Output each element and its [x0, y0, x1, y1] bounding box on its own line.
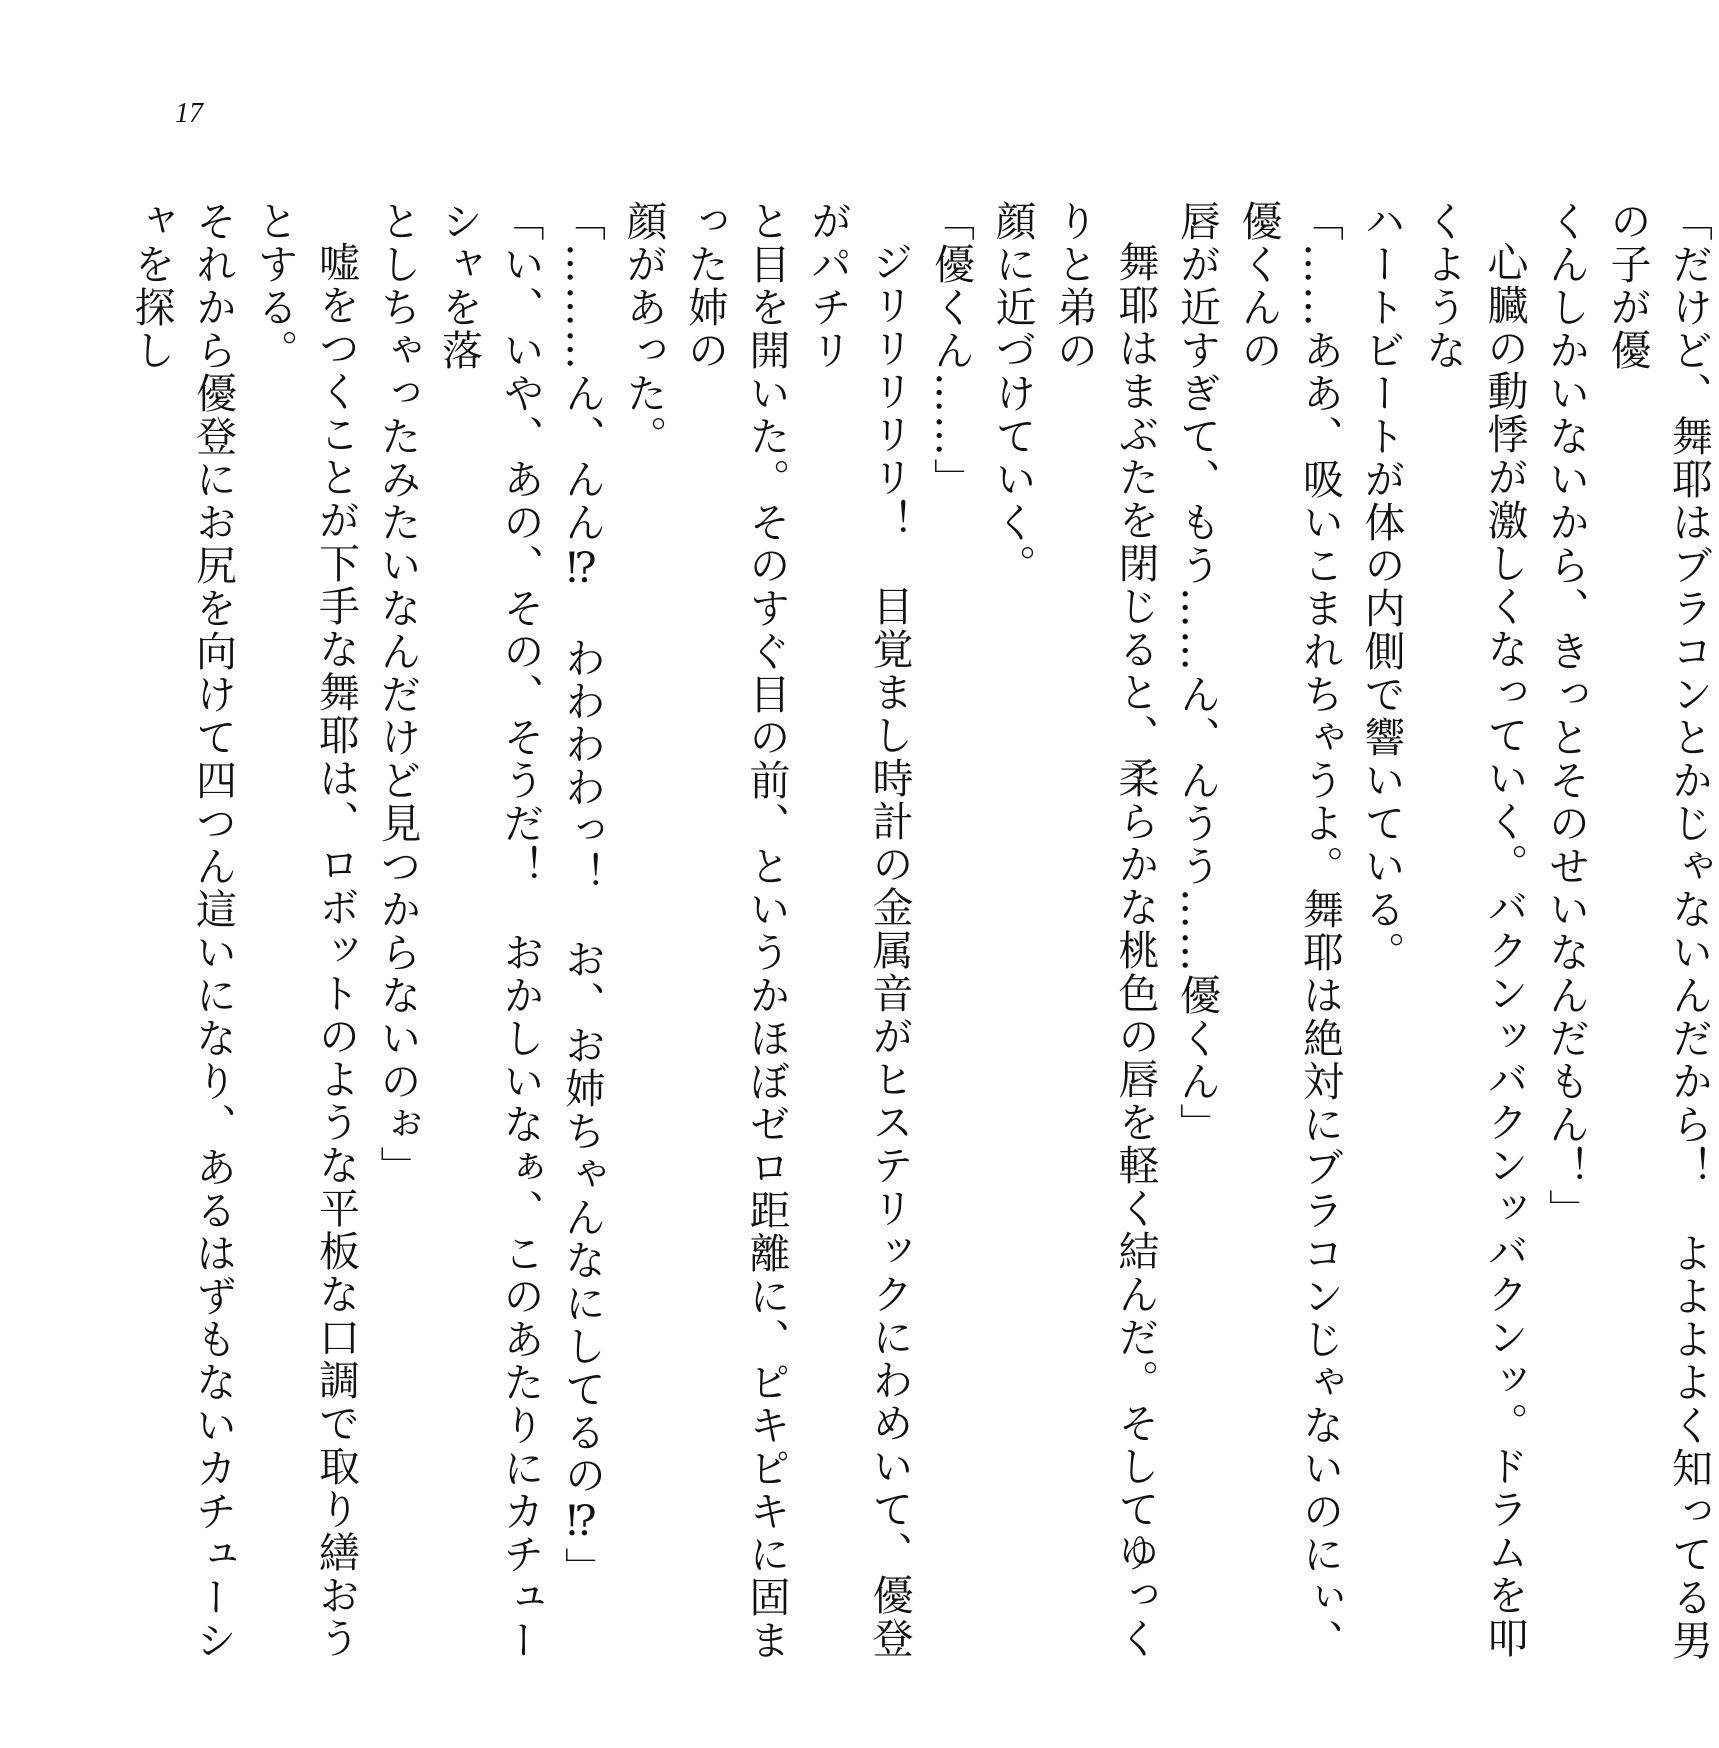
text-line: 舞耶はまぶたを閉じると、柔らかな桃色の唇を軽く結んだ。そしてゆっくりと弟の: [1050, 200, 1160, 1660]
text-line: それから優登にお尻を向けて四つん這いになり、あるはずもないカチューシャを探し: [127, 200, 237, 1662]
text-line: ジリリリリリ！ 目覚まし時計の金属音がヒステリックにわめいて、優登がパチリ: [804, 200, 914, 1660]
text-line: 「い、いや、あの、その、そうだ！ おかしいなぁ、このあたりにカチューシャを落: [435, 200, 545, 1662]
page-number: 17: [175, 98, 203, 129]
vertical-text-column: [120, 200, 1719, 1680]
text-line: 「優くん……」: [927, 200, 975, 501]
text-line: 唇が近すぎて、もう……ん、んうう……優くん」: [1173, 200, 1221, 1146]
text-line: と目を開いた。そのすぐ目の前、というかほぼゼロ距離に、ピキピキに固まった姉の: [681, 200, 791, 1662]
text-line: 顔に近づけていく。: [988, 200, 1037, 587]
body-text: [120, 200, 1713, 1680]
text-line: 心臓の動悸が激しくなっていく。バクンッバクンッバクンッ。ドラムを叩くような: [1419, 200, 1529, 1660]
text-line: ハートビートが体の内側で響いている。: [1357, 200, 1406, 974]
text-line: 顔があった。: [619, 200, 668, 458]
text-line: 「……ああ、吸いこまれちゃうよ。舞耶は絶対にブラコンじゃないのにぃ、優くんの: [1234, 200, 1344, 1662]
text-line: としちゃったみたいなんだけど見つからないのぉ」: [373, 200, 422, 1189]
text-line: 嘘をつくことが下手な舞耶は、ロボットのような平板な口調で取り繕おうとする。: [250, 200, 360, 1660]
text-line: くんしかいないから、きっとそのせいなんだもん！」: [1542, 200, 1590, 1232]
text-line: 「だけど、舞耶はブラコンとかじゃないんだから！ よよよよく知ってる男の子が優: [1603, 200, 1713, 1662]
text-line: 「………ん、んん⁉ わわわわっ！ お、お姉ちゃんなにしてるの⁉」: [558, 200, 606, 1590]
